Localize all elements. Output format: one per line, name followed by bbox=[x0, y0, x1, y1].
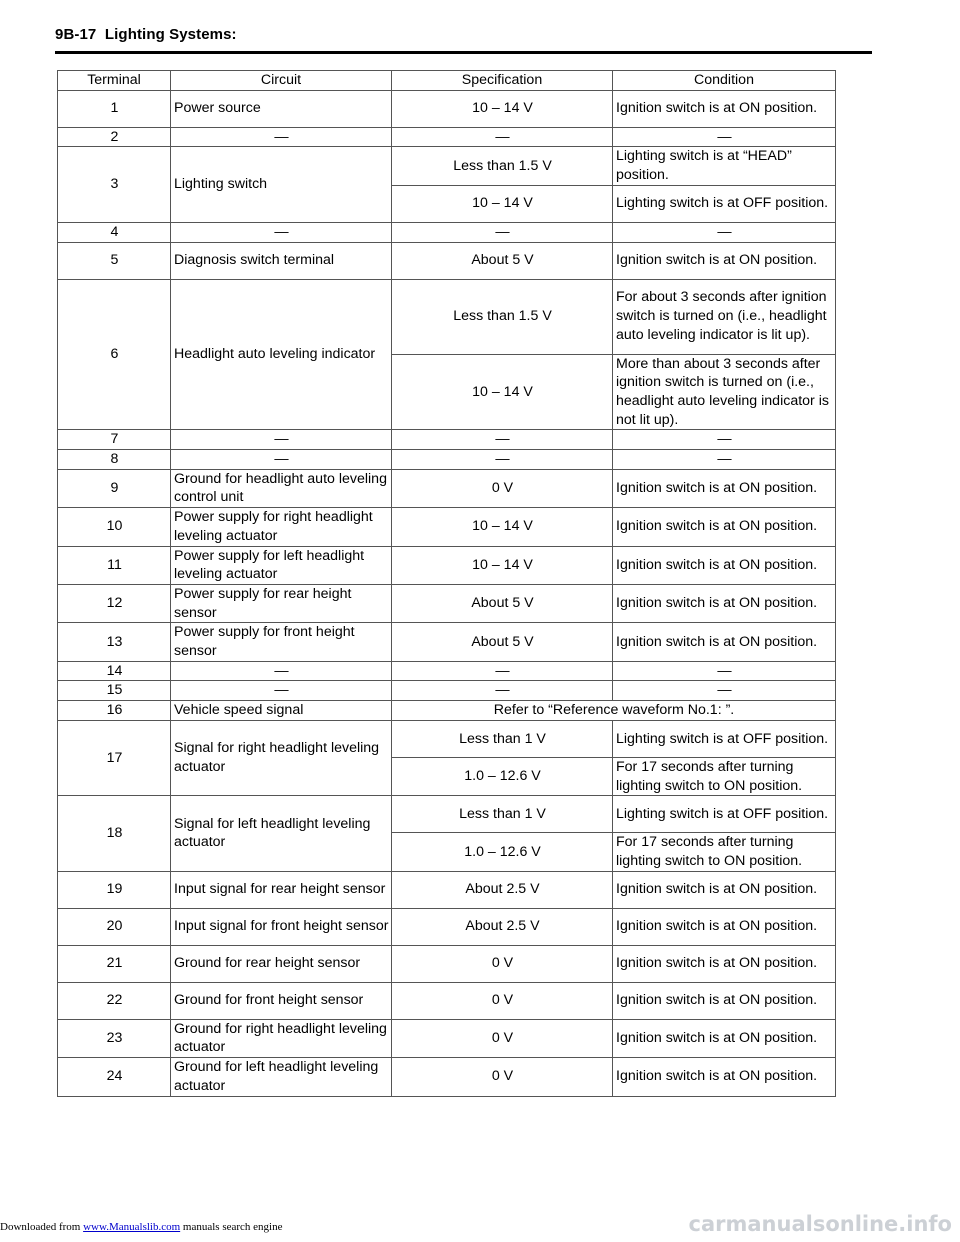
cell-condition: Ignition switch is at ON position. bbox=[613, 945, 836, 982]
terminal-spec-table bbox=[57, 70, 836, 1097]
table-row bbox=[58, 222, 836, 242]
cell-terminal: 12 bbox=[58, 584, 171, 622]
cell-condition: Lighting switch is at “HEAD” position. bbox=[613, 147, 836, 185]
cell-spec: 1.0 – 12.6 V bbox=[392, 833, 613, 871]
table-row bbox=[58, 908, 836, 945]
cell-condition: Ignition switch is at ON position. bbox=[613, 982, 836, 1019]
table-row bbox=[58, 430, 836, 450]
cell-circuit: Vehicle speed signal bbox=[171, 701, 392, 721]
table-row bbox=[58, 584, 836, 622]
cell-circuit: Power supply for front height sensor bbox=[171, 623, 392, 661]
cell-condition: Ignition switch is at ON position. bbox=[613, 508, 836, 546]
table-row bbox=[58, 623, 836, 661]
download-footer bbox=[0, 1221, 282, 1233]
table-row bbox=[58, 720, 836, 757]
cell-circuit: — bbox=[171, 681, 392, 701]
cell-condition: Ignition switch is at ON position. bbox=[613, 584, 836, 622]
cell-condition: Ignition switch is at ON position. bbox=[613, 1019, 836, 1057]
cell-terminal: 20 bbox=[58, 908, 171, 945]
footer-prefix: Downloaded from bbox=[0, 1221, 81, 1233]
cell-circuit: Ground for left headlight leveling actuator bbox=[171, 1058, 392, 1096]
cell-spec: About 5 V bbox=[392, 623, 613, 661]
page-ref: 9B-17 bbox=[55, 26, 97, 43]
cell-spec: About 2.5 V bbox=[392, 908, 613, 945]
cell-terminal: 18 bbox=[58, 796, 171, 871]
cell-condition: Ignition switch is at ON position. bbox=[613, 90, 836, 127]
page-title: Lighting Systems: bbox=[104, 26, 237, 43]
cell-condition: — bbox=[613, 222, 836, 242]
cell-condition: Ignition switch is at ON position. bbox=[613, 469, 836, 507]
cell-spec: — bbox=[392, 661, 613, 681]
table-row bbox=[58, 796, 836, 833]
col-header-specification: Specification bbox=[392, 71, 613, 91]
cell-terminal: 2 bbox=[58, 127, 171, 147]
cell-terminal: 6 bbox=[58, 279, 171, 430]
cell-spec: 10 – 14 V bbox=[392, 90, 613, 127]
cell-circuit: Headlight auto leveling indicator bbox=[171, 279, 392, 430]
cell-spec-merged: Refer to “Reference waveform No.1: ”. bbox=[392, 701, 836, 721]
cell-terminal: 8 bbox=[58, 450, 171, 470]
cell-terminal: 19 bbox=[58, 871, 171, 908]
cell-circuit: Signal for left headlight leveling actuator bbox=[171, 796, 392, 871]
cell-terminal: 11 bbox=[58, 546, 171, 584]
cell-spec: About 5 V bbox=[392, 242, 613, 279]
table-row bbox=[58, 701, 836, 721]
cell-circuit: Ground for front height sensor bbox=[171, 982, 392, 1019]
cell-circuit: Lighting switch bbox=[171, 147, 392, 222]
cell-spec: — bbox=[392, 430, 613, 450]
cell-spec: 10 – 14 V bbox=[392, 508, 613, 546]
table-row bbox=[58, 661, 836, 681]
cell-circuit: — bbox=[171, 450, 392, 470]
cell-terminal: 23 bbox=[58, 1019, 171, 1057]
cell-terminal: 16 bbox=[58, 701, 171, 721]
cell-condition: — bbox=[613, 127, 836, 147]
cell-condition: Ignition switch is at ON position. bbox=[613, 242, 836, 279]
cell-condition: Ignition switch is at ON position. bbox=[613, 546, 836, 584]
cell-spec: — bbox=[392, 681, 613, 701]
cell-condition: — bbox=[613, 661, 836, 681]
cell-condition: Ignition switch is at ON position. bbox=[613, 908, 836, 945]
table-row bbox=[58, 945, 836, 982]
cell-spec: 0 V bbox=[392, 945, 613, 982]
cell-condition: Lighting switch is at OFF position. bbox=[613, 185, 836, 222]
cell-terminal: 9 bbox=[58, 469, 171, 507]
cell-condition: More than about 3 seconds after ignition switch is turned on (i.e., headlight auto leveling indicator is not lit up). bbox=[613, 354, 836, 430]
cell-spec: Less than 1.5 V bbox=[392, 147, 613, 185]
table-row bbox=[58, 242, 836, 279]
cell-spec: 10 – 14 V bbox=[392, 354, 613, 430]
cell-spec: Less than 1 V bbox=[392, 796, 613, 833]
cell-condition: Lighting switch is at OFF position. bbox=[613, 796, 836, 833]
cell-spec: 0 V bbox=[392, 469, 613, 507]
col-header-circuit: Circuit bbox=[171, 71, 392, 91]
cell-terminal: 3 bbox=[58, 147, 171, 222]
cell-terminal: 15 bbox=[58, 681, 171, 701]
cell-spec: 10 – 14 V bbox=[392, 185, 613, 222]
cell-condition: Lighting switch is at OFF position. bbox=[613, 720, 836, 757]
table-row bbox=[58, 147, 836, 185]
cell-condition: — bbox=[613, 430, 836, 450]
cell-terminal: 13 bbox=[58, 623, 171, 661]
cell-condition: For 17 seconds after turning lighting switch to ON position. bbox=[613, 757, 836, 795]
cell-spec: — bbox=[392, 222, 613, 242]
watermark-logo: carmanualsonline.info bbox=[688, 1212, 952, 1236]
table-row bbox=[58, 546, 836, 584]
cell-circuit: — bbox=[171, 430, 392, 450]
cell-terminal: 10 bbox=[58, 508, 171, 546]
table-header-row bbox=[58, 71, 836, 91]
cell-circuit: — bbox=[171, 222, 392, 242]
cell-spec: 0 V bbox=[392, 1019, 613, 1057]
cell-terminal: 24 bbox=[58, 1058, 171, 1096]
table-row bbox=[58, 279, 836, 354]
table-row bbox=[58, 1058, 836, 1096]
cell-circuit: Ground for headlight auto leveling control unit bbox=[171, 469, 392, 507]
cell-terminal: 17 bbox=[58, 720, 171, 795]
cell-condition: — bbox=[613, 450, 836, 470]
cell-circuit: — bbox=[171, 127, 392, 147]
cell-circuit: Power supply for right headlight leveling actuator bbox=[171, 508, 392, 546]
cell-condition: For 17 seconds after turning lighting switch to ON position. bbox=[613, 833, 836, 871]
cell-circuit: Power supply for rear height sensor bbox=[171, 584, 392, 622]
cell-terminal: 4 bbox=[58, 222, 171, 242]
cell-terminal: 5 bbox=[58, 242, 171, 279]
cell-terminal: 14 bbox=[58, 661, 171, 681]
table-row bbox=[58, 681, 836, 701]
cell-circuit: Power source bbox=[171, 90, 392, 127]
table-row bbox=[58, 90, 836, 127]
cell-terminal: 7 bbox=[58, 430, 171, 450]
cell-circuit: — bbox=[171, 661, 392, 681]
cell-spec: — bbox=[392, 127, 613, 147]
table-row bbox=[58, 871, 836, 908]
table-row bbox=[58, 469, 836, 507]
cell-condition: For about 3 seconds after ignition switch is turned on (i.e., headlight auto leveling indicator is lit up). bbox=[613, 279, 836, 354]
page-header bbox=[55, 26, 237, 43]
cell-circuit: Diagnosis switch terminal bbox=[171, 242, 392, 279]
cell-condition: — bbox=[613, 681, 836, 701]
cell-spec: 0 V bbox=[392, 982, 613, 1019]
cell-spec: 1.0 – 12.6 V bbox=[392, 757, 613, 795]
cell-terminal: 1 bbox=[58, 90, 171, 127]
cell-terminal: 22 bbox=[58, 982, 171, 1019]
cell-spec: — bbox=[392, 450, 613, 470]
cell-circuit: Input signal for front height sensor bbox=[171, 908, 392, 945]
table-row bbox=[58, 450, 836, 470]
manualslib-link[interactable]: www.Manualslib.com bbox=[83, 1221, 181, 1233]
cell-condition: Ignition switch is at ON position. bbox=[613, 623, 836, 661]
cell-spec: About 5 V bbox=[392, 584, 613, 622]
cell-terminal: 21 bbox=[58, 945, 171, 982]
footer-suffix: manuals search engine bbox=[180, 1221, 283, 1233]
cell-circuit: Input signal for rear height sensor bbox=[171, 871, 392, 908]
table-row bbox=[58, 1019, 836, 1057]
table-row bbox=[58, 508, 836, 546]
header-rule bbox=[55, 51, 872, 54]
cell-spec: 0 V bbox=[392, 1058, 613, 1096]
col-header-condition: Condition bbox=[613, 71, 836, 91]
table-row bbox=[58, 127, 836, 147]
col-header-terminal: Terminal bbox=[58, 71, 171, 91]
cell-spec: Less than 1 V bbox=[392, 720, 613, 757]
cell-circuit: Ground for rear height sensor bbox=[171, 945, 392, 982]
cell-condition: Ignition switch is at ON position. bbox=[613, 1058, 836, 1096]
cell-circuit: Power supply for left headlight leveling actuator bbox=[171, 546, 392, 584]
cell-condition: Ignition switch is at ON position. bbox=[613, 871, 836, 908]
table-row bbox=[58, 982, 836, 1019]
cell-spec: About 2.5 V bbox=[392, 871, 613, 908]
cell-circuit: Ground for right headlight leveling actuator bbox=[171, 1019, 392, 1057]
cell-spec: 10 – 14 V bbox=[392, 546, 613, 584]
cell-circuit: Signal for right headlight leveling actuator bbox=[171, 720, 392, 795]
cell-spec: Less than 1.5 V bbox=[392, 279, 613, 354]
